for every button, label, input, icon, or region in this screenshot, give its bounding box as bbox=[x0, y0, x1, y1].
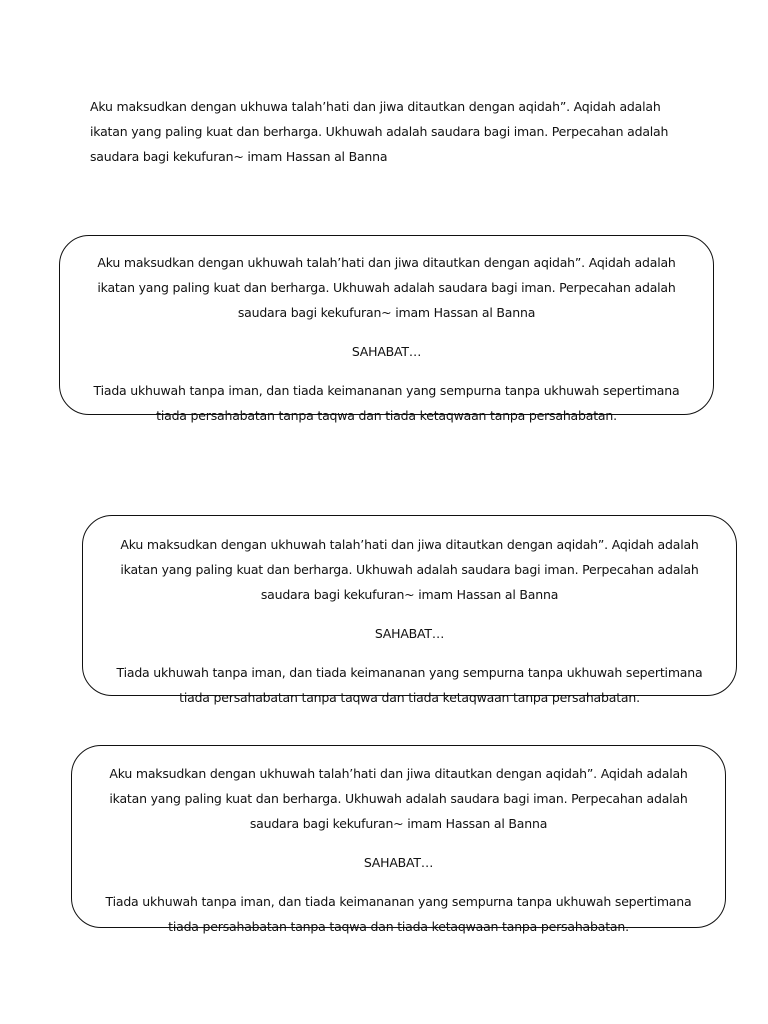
card-heading: SAHABAT… bbox=[374, 626, 445, 641]
card-quote: Aku maksudkan dengan ukhuwah talah’hati dan jiwa ditautkan dengan aqidah”. Aqidah adalah ikatan yang paling kuat dan berharga. Ukhuwah adalah saudara bagi iman. Perpecahan adalah saudara bagi kekufuran~ imam Hassan al Banna bbox=[109, 766, 688, 831]
card-body: Tiada ukhuwah tanpa iman, dan tiada keimananan yang sempurna tanpa ukhuwah sepertimana tiada persahabatan tanpa taqwa dan tiada ketaqwaan tanpa persahabatan. bbox=[116, 665, 703, 705]
card-heading: SAHABAT… bbox=[351, 344, 422, 359]
card-body: Tiada ukhuwah tanpa iman, dan tiada keimananan yang sempurna tanpa ukhuwah sepertimana tiada persahabatan tanpa taqwa dan tiada ketaqwaan tanpa persahabatan. bbox=[105, 894, 692, 934]
quote-card-1 bbox=[59, 235, 714, 423]
card-body: Tiada ukhuwah tanpa iman, dan tiada keimananan yang sempurna tanpa ukhuwah sepertimana tiada persahabatan tanpa taqwa dan tiada ketaqwaan tanpa persahabatan. bbox=[93, 383, 680, 423]
quote-card-3 bbox=[71, 745, 726, 934]
quote-card-2 bbox=[82, 515, 737, 705]
intro-quote bbox=[90, 94, 690, 169]
card-quote: Aku maksudkan dengan ukhuwah talah’hati dan jiwa ditautkan dengan aqidah”. Aqidah adalah ikatan yang paling kuat dan berharga. Ukhuwah adalah saudara bagi iman. Perpecahan adalah saudara bagi kekufuran~ imam Hassan al Banna bbox=[97, 255, 676, 320]
intro-quote-text: Aku maksudkan dengan ukhuwa talah’hati dan jiwa ditautkan dengan aqidah”. Aqidah adalah ikatan yang paling kuat dan berharga. Ukhuwah adalah saudara bagi iman. Perpecahan adalah saudara bagi kekufuran~ imam Hassan al Banna bbox=[90, 99, 669, 164]
card-quote: Aku maksudkan dengan ukhuwah talah’hati dan jiwa ditautkan dengan aqidah”. Aqidah adalah ikatan yang paling kuat dan berharga. Ukhuwah adalah saudara bagi iman. Perpecahan adalah saudara bagi kekufuran~ imam Hassan al Banna bbox=[120, 537, 699, 602]
card-heading: SAHABAT… bbox=[363, 855, 434, 870]
